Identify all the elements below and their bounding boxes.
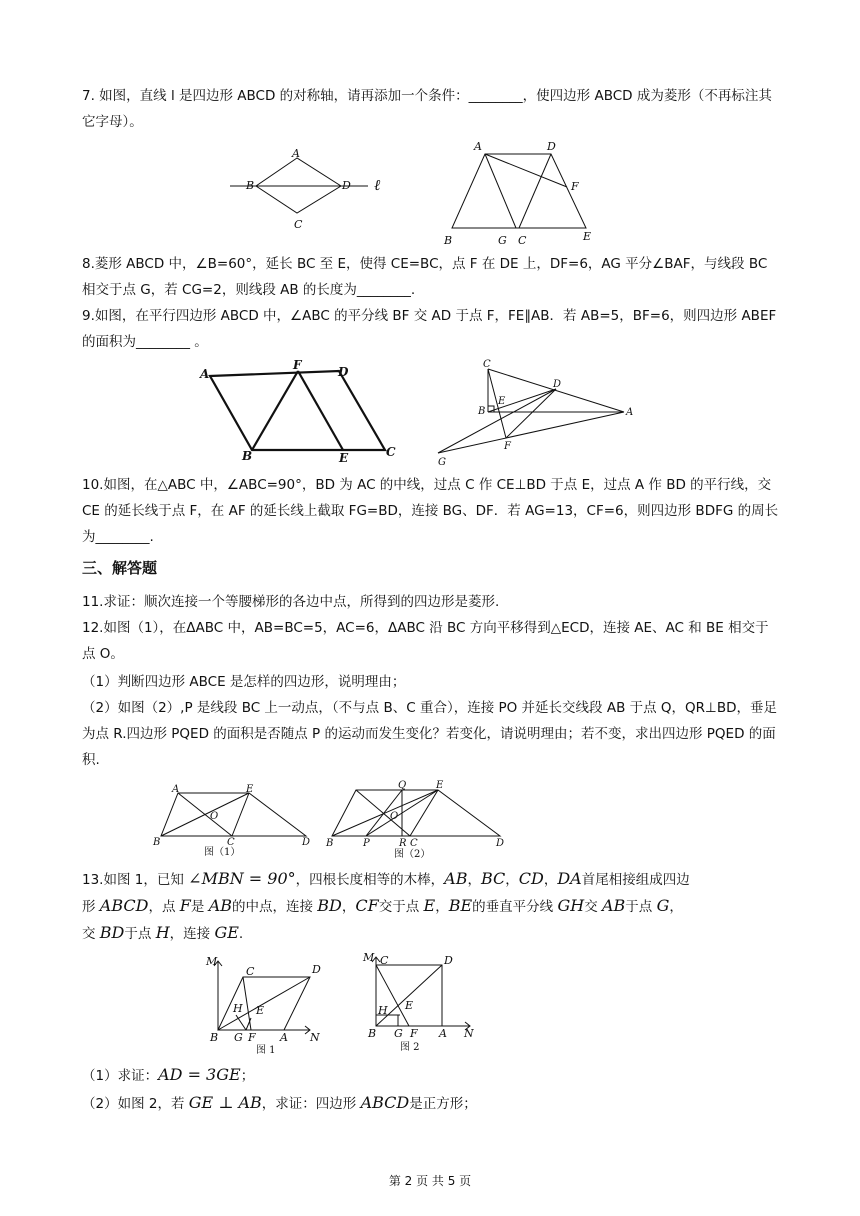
question-9: 9.如图，在平行四边形 ABCD 中，∠ABC 的平分线 BF 交 AD 于点 F，FE∥AB．若 AB=5，BF=6，则四边形 ABEF 的面积为________ 。 [82,308,777,350]
label-B: B [210,1031,219,1044]
label-F: F [293,358,302,372]
label-E: E [583,230,592,243]
label-C: C [294,218,303,231]
question-13-line-1: 13.如图 1，已知 ∠MBN = 90°，四根长度相等的木棒，AB，BC，CD，DA首尾相接组成四边 [82,869,690,888]
label-N: N [464,1027,474,1040]
label-D: D [444,954,453,967]
label-A: A [292,147,300,160]
label-E: E [405,999,414,1012]
caption-fig-1: 图 1 [256,1045,276,1056]
label-E: E [256,1004,265,1017]
label-A: A [280,1031,288,1044]
figure-q10-triangle [432,358,642,468]
label-H: H [233,1002,243,1015]
question-13-line-3: 交 BD于点 H，连接 GE. [82,923,244,942]
label-D: D [338,365,349,379]
label-P: P [363,838,370,849]
label-O: O [210,811,219,822]
label-E: E [436,780,444,791]
label-B: B [326,838,334,849]
label-H: H [378,1004,388,1017]
label-D: D [342,179,351,192]
label-D: D [302,837,311,848]
label-B: B [153,837,161,848]
label-G: G [438,457,446,468]
label-A: A [626,407,634,418]
caption-fig-2: 图（2） [394,849,431,860]
label-A: A [200,367,210,381]
question-13-part-2: （2）如图 2，若 GE ⊥ AB，求证：四边形 ABCD是正方形； [82,1093,477,1112]
question-13-line-2: 形 ABCD，点 F是 AB的中点，连接 BD，CF交于点 E，BE的垂直平分线 GH交 AB于点 G， [82,896,683,915]
question-11: 11.求证：顺次连接一个等腰梯形的各边中点，所得到的四边形是菱形. [82,594,500,610]
label-M: M [363,951,375,964]
outline-abde [161,793,306,836]
label-B: B [478,406,486,417]
label-M: M [206,955,218,968]
question-7: 7. 如图，直线 l 是四边形 ABCD 的对称轴，请再添加一个条件：________，使四边形 ABCD 成为菱形（不再标注其它字母）。 [82,88,772,130]
label-C: C [386,445,396,459]
figure-q12-1 [148,784,316,858]
question-10: 10.如图，在△ABC 中，∠ABC=90°，BD 为 AC 的中线，过点 C 作 CE⊥BD 于点 E，过点 A 作 BD 的平行线，交 CE 的延长线于点 F，在 AF 的延长线上截取 FG=BD，连接 BG、DF．若 AG=13，CF=6，则四边形 BDFG 的周长为________. [82,477,779,545]
question-8: 8.菱形 ABCD 中，∠B=60°，延长 BC 至 E，使得 CE=BC，点 F 在 DE 上，DF=6，AG 平分∠BAF，与线段 BC 相交于点 G，若 CG=2，则线段 AB 的长度为________. [82,256,768,298]
figure-q13-1 [200,955,330,1055]
label-C: C [227,837,235,848]
section-heading: 三、解答题 [82,559,158,577]
figure-q8-rhombus-extension [440,136,610,248]
label-B: B [242,449,253,463]
label-l: ℓ [374,176,381,194]
figure-q7-rhombus [228,148,388,238]
label-N: N [310,1031,320,1044]
label-R: R [399,838,407,849]
label-B: B [246,179,255,192]
label-C: C [483,359,491,370]
label-D: D [496,838,505,849]
label-O: O [390,811,399,822]
outline-abde [332,790,500,836]
label-A: A [439,1027,447,1040]
label-F: F [410,1027,418,1040]
label-C: C [380,954,389,967]
parallelogram-abcd [210,371,385,450]
question-12-part-1: （1）判断四边形 ABCE 是怎样的四边形，说明理由； [82,674,406,690]
label-B: B [368,1027,377,1040]
label-E: E [498,396,506,407]
label-E: E [246,784,254,795]
label-C: C [518,234,527,247]
figure-q9-parallelogram [198,358,406,468]
label-C: C [246,965,255,978]
label-A: A [172,784,180,795]
label-D: D [553,379,562,390]
label-Q: Q [398,780,407,791]
figure-q12-2 [326,778,506,860]
label-A: A [474,140,482,153]
label-F: F [571,180,579,193]
figure-q13-2 [360,953,490,1053]
caption-fig-2: 图 2 [400,1042,420,1053]
label-G: G [234,1031,243,1044]
outline-abed [452,154,586,228]
question-12-part-2: （2）如图（2）,P 是线段 BC 上一动点，（不与点 B、C 重合），连接 PO 并延长交线段 AB 于点 Q，QR⊥BD，垂足为点 R.四边形 PQED 的面积是否随点 P 的运动而发生变化？若变化，请说明理由；若不变，求出四边形 PQED 的面积. [82,700,777,768]
label-C: C [410,838,418,849]
label-D: D [312,963,321,976]
label-F: F [504,441,511,452]
label-B: B [444,234,453,247]
label-G: G [498,234,507,247]
caption-fig-1: 图（1） [204,847,241,858]
label-D: D [547,140,556,153]
question-12: 12.如图（1），在ΔABC 中，AB=BC=5，AC=6，ΔABC 沿 BC 方向平移得到△ECD，连接 AE、AC 和 BE 相交于点 O。 [82,620,769,662]
question-13-part-1: （1）求证：AD = 3GE； [82,1065,255,1084]
page-footer: 第 2 页 共 5 页 [388,1174,472,1188]
label-F: F [248,1031,256,1044]
label-E: E [339,451,349,465]
label-G: G [394,1027,403,1040]
